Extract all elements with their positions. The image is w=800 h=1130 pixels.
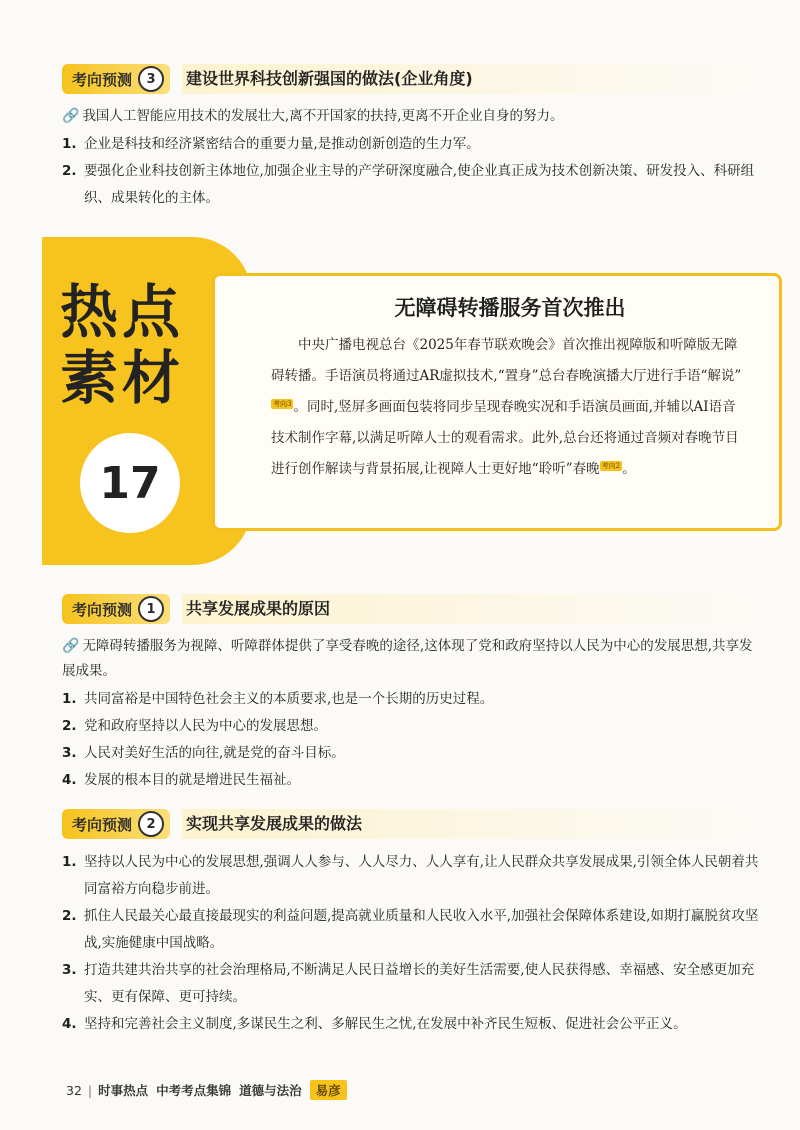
hot-material-text: [271, 330, 749, 485]
footer-series: 时事热点: [98, 1083, 149, 1098]
section-intro: [62, 634, 760, 684]
list-item: [62, 903, 760, 957]
item-text: 打造共建共治共享的社会治理格局,不断满足人民日益增长的美好生活需要,使人民获得感、幸福感、安全感更加充实、更有保障、更可持续。: [84, 962, 755, 1005]
item-text: 共同富裕是中国特色社会主义的本质要求,也是一个长期的历史过程。: [84, 691, 494, 707]
hot-material-box: [212, 273, 782, 531]
hot-label-line2: 素材: [60, 344, 185, 412]
intro-text: 我国人工智能应用技术的发展壮大,离不开国家的扶持,更离不开企业自身的努力。: [82, 108, 564, 124]
item-index: 3.: [62, 962, 77, 978]
tag-number: 1: [138, 596, 164, 622]
link-icon: 🔗: [62, 638, 80, 654]
list-item: [62, 849, 760, 903]
text-part: 。同时,竖屏多画面包装将同步呈现春晚实况和手语演员画面,并辅以AI语音技术制作字幕,以满足听障人士的观看需求。此外,总台还将通过音频对春晚节目进行创作解读与背景拓展,让视障人士更好地“聆听”春晚: [271, 399, 739, 477]
item-text: 坚持和完善社会主义制度,多谋民生之利、多解民生之忧,在发展中补齐民生短板、促进社会公平正义。: [84, 1016, 687, 1032]
reference-tag: 考向2: [601, 461, 621, 470]
hot-material-title: 无障碍转播服务首次推出: [394, 296, 626, 320]
section-title: 实现共享发展成果的做法: [182, 809, 760, 839]
section-prediction-3: [62, 62, 760, 212]
list-item: [62, 767, 760, 794]
section-header: [62, 62, 760, 96]
item-index: 4.: [62, 772, 77, 788]
hot-material-number: 17: [80, 433, 180, 533]
item-text: 抓住人民最关心最直接最现实的利益问题,提高就业质量和人民收入水平,加强社会保障体系建设,如期打赢脱贫攻坚战,实施健康中国战略。: [84, 908, 759, 951]
section-header: [62, 807, 760, 841]
item-index: 2.: [62, 718, 77, 734]
list-item: [62, 131, 760, 158]
footer-book: 中考考点集锦: [156, 1083, 232, 1098]
tag-number: 2: [138, 811, 164, 837]
list-item: [62, 1011, 760, 1038]
item-index: 1.: [62, 691, 77, 707]
item-text: 企业是科技和经济紧密结合的重要力量,是推动创新创造的生力军。: [84, 136, 480, 152]
prediction-tag: [62, 64, 170, 94]
item-text: 坚持以人民为中心的发展思想,强调人人参与、人人尽力、人人享有,让人民群众共享发展成果,引领全体人民朝着共同富裕方向稳步前进。: [84, 854, 759, 897]
footer-brand: 易彦: [310, 1080, 347, 1100]
section-title: 建设世界科技创新强国的做法(企业角度): [182, 64, 760, 94]
item-text: 发展的根本目的就是增进民生福祉。: [84, 772, 300, 788]
text-part: 中央广播电视总台《2025年春节联欢晚会》首次推出视障版和听障版无障碍转播。手语演员将通过AR虚拟技术,“置身”总台春晚演播大厅进行手语“解说”: [271, 337, 742, 384]
points-list: [62, 686, 760, 794]
list-item: [62, 158, 760, 212]
footer-divider: |: [87, 1082, 93, 1098]
section-intro: [62, 104, 760, 129]
item-index: 4.: [62, 1016, 77, 1032]
list-item: [62, 740, 760, 767]
tag-label: 考向预测: [72, 815, 133, 834]
section-prediction-1: [62, 592, 760, 794]
item-index: 1.: [62, 136, 77, 152]
tag-label: 考向预测: [72, 600, 133, 619]
hot-label-line1: 热点: [60, 278, 185, 346]
item-text: 人民对美好生活的向往,就是党的奋斗目标。: [84, 745, 345, 761]
list-item: [62, 686, 760, 713]
tag-number: 3: [138, 66, 164, 92]
item-index: 2.: [62, 908, 77, 924]
hot-material-block: [42, 237, 784, 565]
points-list: [62, 131, 760, 212]
item-text: 党和政府坚持以人民为中心的发展思想。: [84, 718, 327, 734]
prediction-tag: [62, 594, 170, 624]
item-index: 1.: [62, 854, 77, 870]
list-item: [62, 957, 760, 1011]
tag-label: 考向预测: [72, 70, 133, 89]
list-item: [62, 713, 760, 740]
page-footer: [66, 1079, 347, 1101]
section-title: 共享发展成果的原因: [182, 594, 760, 624]
section-prediction-2: [62, 807, 760, 1038]
item-text: 要强化企业科技创新主体地位,加强企业主导的产学研深度融合,使企业真正成为技术创新决策、研发投入、科研组织、成果转化的主体。: [84, 163, 755, 206]
text-part: 。: [622, 461, 636, 477]
prediction-tag: [62, 809, 170, 839]
points-list: [62, 849, 760, 1038]
item-index: 3.: [62, 745, 77, 761]
link-icon: 🔗: [62, 108, 80, 124]
reference-tag: 考向3: [273, 399, 292, 408]
hot-material-label: [60, 279, 220, 411]
item-index: 2.: [62, 163, 77, 179]
section-header: [62, 592, 760, 626]
page-number: 32: [66, 1082, 82, 1098]
footer-subject: 道德与法治: [239, 1083, 302, 1098]
intro-text: 无障碍转播服务为视障、听障群体提供了享受春晚的途径,这体现了党和政府坚持以人民为中心的发展思想,共享发展成果。: [62, 638, 753, 679]
